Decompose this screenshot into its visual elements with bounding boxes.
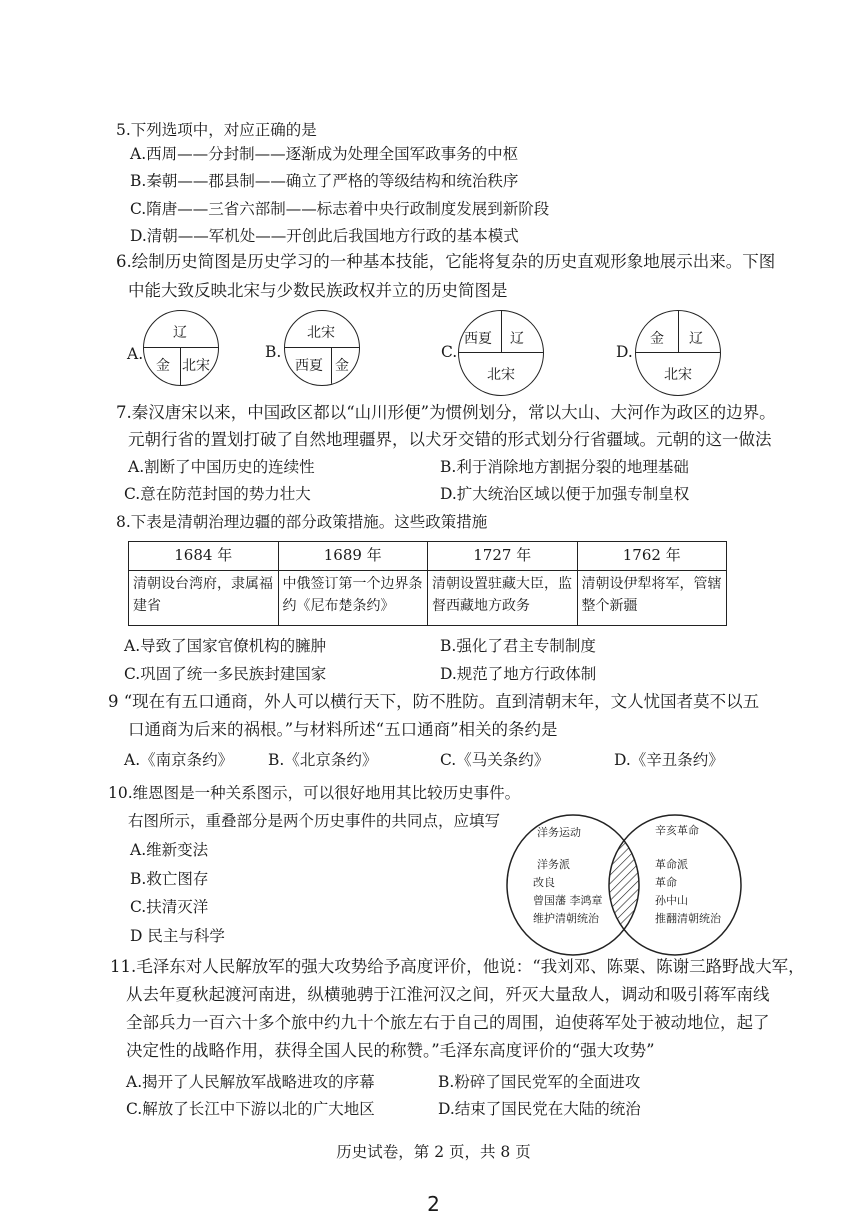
table-header: 1727 年 [428, 542, 578, 571]
q6-a-left-label: 金 [156, 358, 170, 374]
q7-option-a[interactable]: A.割断了中国历史的连续性 [128, 458, 315, 476]
q6-c-bottom-label: 北宋 [487, 367, 515, 383]
table-cell: 清朝设置驻藏大臣，监督西藏地方政务 [428, 571, 578, 626]
q9-option-c[interactable]: C.《马关条约》 [440, 751, 550, 769]
q8-option-c[interactable]: C.巩固了统一多民族封建国家 [124, 665, 327, 683]
q5-option-a[interactable]: A.西周——分封制——逐渐成为处理全国军政事务的中枢 [130, 145, 519, 163]
q7-option-c[interactable]: C.意在防范封国的势力壮大 [124, 485, 311, 503]
q6-d-left-label: 金 [650, 331, 664, 347]
q6-a-right-label: 北宋 [182, 358, 210, 374]
q10-option-d[interactable]: D 民主与科学 [130, 927, 225, 945]
q6-c-right-label: 辽 [510, 331, 524, 347]
table-header: 1689 年 [278, 542, 428, 571]
page-number: 2 [427, 1192, 440, 1216]
venn-right-item: 推翻清朝统治 [655, 912, 721, 925]
venn-right-item: 孙中山 [655, 894, 688, 907]
venn-left-item: 改良 [533, 876, 555, 889]
table-header: 1684 年 [129, 542, 279, 571]
q11-option-d[interactable]: D.结束了国民党在大陆的统治 [438, 1100, 641, 1118]
q11-option-b[interactable]: B.粉碎了国民党军的全面进攻 [438, 1073, 641, 1091]
q10-stem-line2: 右图所示，重叠部分是两个历史事件的共同点，应填写 [128, 812, 501, 830]
table-cell: 清朝设伊犁将军，管辖整个新疆 [577, 571, 727, 626]
venn-right-title: 辛亥革命 [655, 824, 699, 837]
q10-option-a[interactable]: A.维新变法 [130, 841, 209, 859]
q10-option-b[interactable]: B.救亡图存 [130, 870, 209, 888]
q11-stem-line1: 11.毛泽东对人民解放军的强大攻势给予高度评价，他说：“我刘邓、陈粟、陈谢三路野战大军， [110, 957, 805, 976]
q10-option-c[interactable]: C.扶清灭洋 [130, 898, 209, 916]
q9-option-d[interactable]: D.《辛丑条约》 [614, 751, 724, 769]
venn-right-item: 革命 [655, 876, 677, 889]
q6-option-b-diagram[interactable] [284, 310, 360, 386]
q8-option-a[interactable]: A.导致了国家官僚机构的臃肿 [124, 637, 327, 655]
q6-d-bottom-label: 北宋 [664, 367, 692, 383]
q9-stem-line1: 9 “现在有五口通商，外人可以横行天下，防不胜防。直到清朝末年，文人忧国者莫不以五 [108, 692, 760, 711]
venn-left-item: 洋务派 [537, 858, 570, 871]
q11-stem-line3: 全部兵力一百六十多个旅中约九十个旅左右于自己的周围，迫使蒋军处于被动地位，起了 [126, 1013, 770, 1032]
q11-stem-line2: 从去年夏秋起渡河南进，纵横驰骋于江淮河汉之间，歼灭大量敌人，调动和吸引蒋军南线 [126, 985, 770, 1004]
q9-option-a[interactable]: A.《南京条约》 [124, 751, 234, 769]
q8-stem: 8.下表是清朝治理边疆的部分政策措施。这些政策措施 [116, 513, 488, 531]
q7-option-b[interactable]: B.利于消除地方割据分裂的地理基础 [440, 458, 689, 476]
q6-option-c-diagram[interactable] [458, 310, 544, 396]
table-header: 1762 年 [577, 542, 727, 571]
q11-option-c[interactable]: C.解放了长江中下游以北的广大地区 [126, 1100, 375, 1118]
page-footer: 历史试卷，第 2 页，共 8 页 [336, 1143, 531, 1161]
q8-option-b[interactable]: B.强化了君主专制制度 [440, 637, 596, 655]
q6-option-d-label[interactable]: D. [616, 343, 633, 361]
venn-diagram [505, 810, 745, 960]
q9-stem-line2: 口通商为后来的祸根。”与材料所述“五口通商”相关的条约是 [128, 720, 558, 739]
q7-stem-line2: 元朝行省的置划打破了自然地理疆界，以犬牙交错的形式划分行省疆域。元朝的这一做法 [128, 430, 772, 449]
venn-left-item: 曾国藩 李鸿章 [533, 894, 603, 907]
q6-option-b-label[interactable]: B. [265, 343, 282, 361]
q11-option-a[interactable]: A.揭开了人民解放军战略进攻的序幕 [126, 1073, 375, 1091]
q6-option-c-label[interactable]: C. [441, 343, 458, 361]
q6-option-d-diagram[interactable] [635, 310, 721, 396]
q5-option-c[interactable]: C.隋唐——三省六部制——标志着中央行政制度发展到新阶段 [130, 200, 550, 218]
q7-option-d[interactable]: D.扩大统治区域以便于加强专制皇权 [440, 485, 690, 503]
q8-option-d[interactable]: D.规范了地方行政体制 [440, 665, 597, 683]
q6-c-left-label: 西夏 [464, 331, 492, 347]
table-cell: 中俄签订第一个边界条约《尼布楚条约》 [278, 571, 428, 626]
q6-d-right-label: 辽 [689, 331, 703, 347]
q6-a-top-label: 辽 [173, 325, 187, 341]
venn-left-item: 维护清朝统治 [533, 912, 599, 925]
q5-option-d[interactable]: D.清朝——军机处——开创此后我国地方行政的基本模式 [130, 227, 519, 245]
q11-stem-line4: 决定性的战略作用，获得全国人民的称赞。”毛泽东高度评价的“强大攻势” [126, 1041, 655, 1060]
q5-stem: 5.下列选项中，对应正确的是 [116, 121, 317, 139]
q7-stem-line1: 7.秦汉唐宋以来，中国政区都以“山川形便”为惯例划分，常以大山、大河作为政区的边界。 [116, 403, 776, 422]
q6-option-a-label[interactable]: A. [127, 345, 144, 363]
q6-stem-line2: 中能大致反映北宋与少数民族政权并立的历史简图是 [128, 281, 508, 300]
q6-b-left-label: 西夏 [295, 358, 323, 374]
q9-option-b[interactable]: B.《北京条约》 [268, 751, 378, 769]
q8-policy-table [128, 541, 727, 626]
q6-stem-line1: 6.绘制历史简图是历史学习的一种基本技能，它能将复杂的历史直观形象地展示出来。下图 [116, 252, 776, 271]
table-cell: 清朝设台湾府，隶属福建省 [129, 571, 279, 626]
venn-right-item: 革命派 [655, 858, 688, 871]
q6-b-right-label: 金 [335, 358, 349, 374]
q5-option-b[interactable]: B.秦朝——郡县制——确立了严格的等级结构和统治秩序 [130, 172, 519, 190]
q6-b-top-label: 北宋 [307, 325, 335, 341]
venn-left-title: 洋务运动 [537, 826, 581, 839]
q6-option-a-diagram[interactable] [143, 310, 219, 386]
q10-stem-line1: 10.维恩图是一种关系图示，可以很好地用其比较历史事件。 [108, 784, 521, 802]
